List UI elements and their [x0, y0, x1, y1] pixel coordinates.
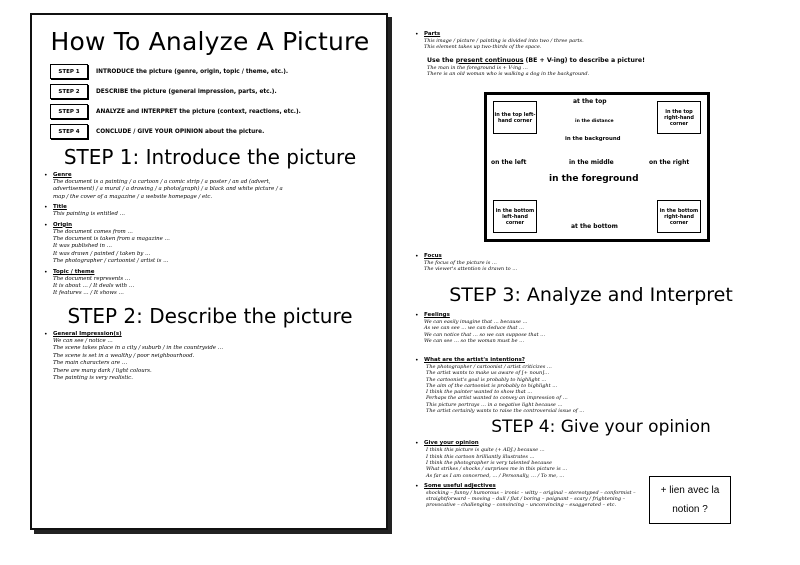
- phrase-line: The viewer's attention is drawn to …: [424, 266, 518, 273]
- step1-heading: STEP 1: Introduce the picture: [63, 145, 357, 169]
- bullet-icon: •: [415, 253, 419, 260]
- note-line: notion ?: [672, 504, 708, 515]
- section-adjectives: [415, 483, 787, 509]
- section-focus: [415, 253, 755, 273]
- step-description: CONCLUDE / GIVE YOUR OPINION about the picture.: [96, 128, 265, 135]
- phrase-line: This painting is entitled …: [53, 211, 126, 218]
- label-in-foreground: in the foreground: [549, 174, 639, 184]
- handwritten-note-box: [649, 476, 731, 524]
- phrase-line: The document is taken from a magazine …: [53, 236, 170, 243]
- section-title: Some useful adjectives: [424, 482, 496, 489]
- phrase-line: We can easily imagine that … because …: [424, 319, 528, 325]
- phrase-line: provocative – challenging – convincing – unconvincing – exaggerated – etc.: [426, 502, 617, 509]
- phrase-line: The photographer / cartoonist / artist criticizes …: [426, 364, 552, 370]
- step-description: DESCRIBE the picture (general impression, parts, etc.).: [96, 88, 277, 95]
- phrase-line: straightforward – moving – dull / flat / boring – poignant – scary / frightening –: [426, 496, 626, 503]
- label-at-top: at the top: [573, 98, 607, 105]
- right-bottom-page: [411, 354, 791, 559]
- tip-prefix: Use the: [427, 56, 456, 64]
- phrase-line: The cartoonist's goal is probably to highlight …: [426, 376, 547, 383]
- step-description: ANALYZE and INTERPRET the picture (context, reactions, etc.).: [96, 108, 301, 115]
- step3-heading: STEP 3: Analyze and Interpret: [449, 284, 733, 306]
- step-summary-2: [50, 84, 376, 99]
- phrase-line: There is an old woman who is walking a dog in the background.: [427, 70, 590, 77]
- step-description: INTRODUCE the picture (genre, origin, topic / theme, etc.).: [96, 68, 289, 75]
- step-badge: STEP 4: [50, 124, 88, 139]
- phrase-line: The document is a painting / a cartoon / a comic strip / a poster / an ad (advert,: [53, 179, 271, 185]
- phrase-line: shocking – funny / humorous – ironic – witty – original – stereotyped – conformist –: [426, 489, 636, 496]
- phrase-line: map / the cover of a magazine / a website homepage / etc.: [53, 193, 213, 200]
- left-page: [30, 13, 388, 530]
- right-top-page: [411, 22, 771, 362]
- step-summary-3: [50, 104, 376, 119]
- section-title: Origin: [53, 221, 73, 228]
- section-title: Genre: [53, 172, 72, 178]
- section-title: General Impression(s): [53, 330, 122, 337]
- phrase-line: The document represents …: [53, 275, 131, 282]
- label-in-middle: in the middle: [569, 159, 614, 166]
- phrase-line: It features … / It shows …: [53, 290, 124, 297]
- phrase-line: I think the painter wanted to show that …: [426, 389, 533, 396]
- phrase-line: The scene takes place in a city / suburb / in the countryside …: [53, 345, 224, 352]
- phrase-line: The painting is very realistic.: [53, 374, 133, 381]
- tip-underlined: present continuous: [455, 56, 524, 64]
- label-in-background: in the background: [565, 136, 621, 142]
- tip-suffix: (BE + V-ing) to describe a picture!: [523, 56, 645, 64]
- phrase-line: The artist wants to make us aware of [+ noun]…: [426, 370, 550, 377]
- bullet-icon: •: [44, 268, 48, 276]
- phrase-line: The main characters are …: [53, 360, 128, 367]
- phrase-line: The focus of the picture is …: [424, 260, 497, 266]
- present-continuous-tip: [427, 57, 767, 64]
- section-title: Parts: [424, 31, 441, 37]
- step-summary-1: [50, 64, 376, 79]
- section-title-phrase: [44, 204, 376, 218]
- phrase-line: I think this picture is quite (+ ADJ.) because …: [426, 447, 545, 454]
- box-bottom-right: in the bottom right-hand corner: [657, 200, 701, 233]
- phrase-line: It is about … / It deals with …: [53, 283, 135, 290]
- label-on-left: on the left: [491, 159, 527, 166]
- bullet-icon: •: [415, 482, 419, 490]
- section-general-impression: [44, 331, 376, 382]
- step-summary-4: [50, 124, 376, 139]
- phrase-line: As far as I am concerned, … / Personally, … / To me, …: [426, 472, 565, 479]
- phrase-line: We can see … so the woman must be …: [424, 337, 525, 344]
- page-title: How To Analyze A Picture: [50, 27, 370, 56]
- section-title: Feelings: [424, 312, 450, 318]
- section-opinion: [415, 440, 787, 478]
- section-intentions: [415, 357, 787, 414]
- step-badge: STEP 2: [50, 84, 88, 99]
- phrase-line: It was drawn / painted / taken by …: [53, 250, 151, 257]
- phrase-line: The document comes from …: [53, 228, 133, 235]
- section-feelings: [415, 312, 755, 344]
- section-parts: [415, 31, 767, 51]
- phrase-line: The photographer / cartoonist / artist is …: [53, 258, 169, 265]
- label-on-right: on the right: [649, 159, 690, 166]
- bullet-icon: •: [44, 204, 48, 212]
- phrase-line: Perhaps the artist wanted to convey an impression of …: [426, 395, 568, 402]
- step4-heading: STEP 4: Give your opinion: [491, 417, 711, 438]
- section-title: What are the artist's intentions?: [424, 357, 525, 363]
- box-top-right: in the top right-hand corner: [657, 101, 701, 134]
- bullet-icon: •: [415, 31, 419, 38]
- phrase-line: I think the photographer is very talented because: [426, 459, 552, 466]
- phrase-line: This image / picture / painting is divided into two / three parts.: [424, 38, 584, 44]
- step-badge: STEP 3: [50, 104, 88, 119]
- box-top-left: in the top left-hand corner: [493, 101, 537, 134]
- bullet-icon: •: [415, 312, 419, 319]
- label-in-distance: in the distance: [575, 119, 614, 124]
- phrase-line: This element takes up two-thirds of the space.: [424, 44, 542, 51]
- label-at-bottom: at the bottom: [571, 223, 618, 230]
- note-line: + lien avec la: [660, 485, 720, 496]
- phrase-line: We can notice that … so we can suppose that …: [424, 331, 546, 338]
- section-topic: [44, 269, 376, 298]
- section-title: Focus: [424, 253, 442, 259]
- phrase-line: There are many dark / light colours.: [53, 367, 152, 374]
- step2-heading: STEP 2: Describe the picture: [67, 303, 353, 328]
- picture-location-diagram: [484, 92, 710, 242]
- phrase-line: The artist certainly wants to raise the controversial issue of …: [426, 408, 585, 415]
- bullet-icon: •: [415, 357, 419, 364]
- phrase-line: I think this cartoon brilliantly illustrates …: [426, 453, 535, 460]
- step-badge: STEP 1: [50, 64, 88, 79]
- bullet-icon: •: [44, 330, 48, 338]
- bullet-icon: •: [44, 172, 48, 179]
- phrase-line: We can see / notice …: [53, 337, 113, 344]
- phrase-line: It was published in …: [53, 243, 113, 250]
- section-origin: [44, 222, 376, 266]
- section-title: Give your opinion: [424, 440, 479, 447]
- phrase-line: What strikes / shocks / surprises me in this picture is …: [426, 466, 568, 473]
- section-genre: [44, 172, 376, 201]
- phrase-line: advertisement) / a mural / a drawing / a photo(graph) / a black and white picture / a: [53, 186, 283, 193]
- phrase-line: The man in the foreground is + V-ing …: [427, 64, 528, 71]
- bullet-icon: •: [415, 440, 419, 448]
- phrase-line: As we can see … we can deduce that …: [424, 325, 525, 332]
- box-bottom-left: in the bottom left-hand corner: [493, 200, 537, 233]
- phrase-line: The scene is set in a wealthy / poor neighbourhood.: [53, 352, 195, 359]
- phrase-line: This picture portrays … in a negative light because …: [426, 401, 563, 408]
- bullet-icon: •: [44, 221, 48, 229]
- phrase-line: The aim of the cartoonist is probably to highlight …: [426, 382, 558, 389]
- section-title: Title: [53, 204, 67, 211]
- section-title: Topic / theme: [53, 268, 95, 275]
